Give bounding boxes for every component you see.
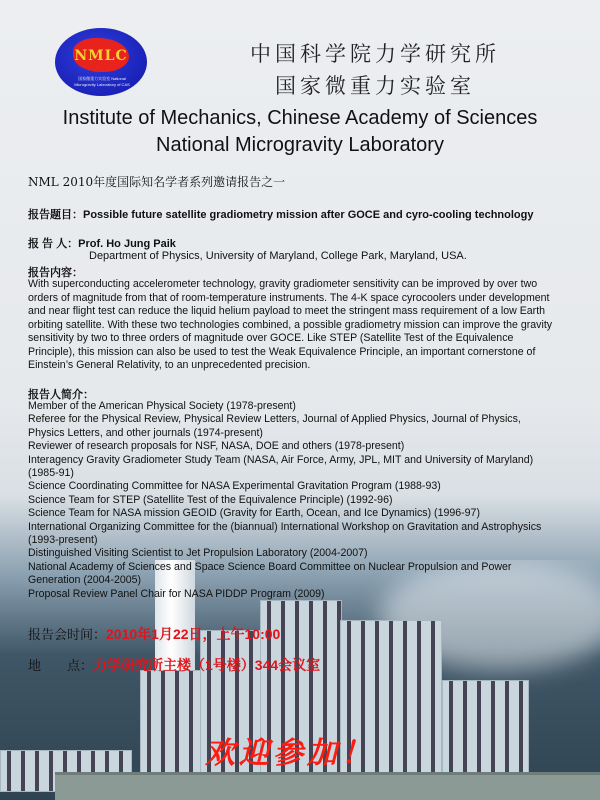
welcome-text: 欢迎参加！ bbox=[205, 736, 375, 771]
event-place-label: 地 点： bbox=[28, 658, 94, 673]
abstract-label: 报告内容： bbox=[28, 267, 83, 279]
speaker-name: Prof. Ho Jung Paik bbox=[78, 238, 176, 250]
talk-title-row bbox=[28, 206, 533, 222]
header-cn-lab: 国家微重力实验室 bbox=[275, 74, 475, 98]
bio-item: National Academy of Sciences and Space Science Board Committee on Nuclear Propulsion and Power bbox=[28, 560, 512, 573]
bio-item: Member of the American Physical Society (1978-present) bbox=[28, 400, 296, 412]
abstract-line: sensitivity by two to three orders of magnitude over GOCE. Like STEP (Satellite Test of the Equivalence bbox=[28, 332, 514, 344]
event-time-label: 报告会时间： bbox=[28, 627, 107, 642]
bio-item: Interagency Gravity Gradiometer Study Team (NASA, Air Force, Army, JPL, MIT and University of Maryland) bbox=[28, 453, 534, 466]
bio-label: 报告人简介： bbox=[28, 389, 94, 401]
bio-item: Generation (2004-2005) bbox=[28, 574, 142, 587]
abstract-line: orders of magnitude from that of room-temperature instruments. The 4-K space cyrocoolers under development bbox=[28, 291, 550, 304]
low-building bbox=[55, 772, 600, 800]
speaker-label: 报 告 人： bbox=[28, 238, 79, 250]
event-place: 力学研究所主楼（1号楼）344会议室 bbox=[93, 657, 321, 673]
building bbox=[140, 670, 202, 782]
header-en-lab: National Microgravity Laboratory bbox=[156, 134, 444, 156]
header-en-institute: Institute of Mechanics, Chinese Academy of Sciences bbox=[62, 107, 538, 129]
bio-item: Reviewer of research proposals for NSF, NASA, DOE and others (1978-present) bbox=[28, 440, 405, 453]
bio-item: Referee for the Physical Review, Physical Review Letters, Journal of Applied Physics, Journal of Physics, bbox=[28, 413, 521, 426]
event-time: 2010年1月22日，上午10:00 bbox=[106, 626, 281, 642]
bio-list bbox=[28, 400, 588, 601]
talk-title-label: 报告题目： bbox=[28, 209, 83, 221]
bio-item: Science Coordinating Committee for NASA Experimental Gravitation Program (1988-93) bbox=[28, 480, 441, 493]
talk-title: Possible future satellite gradiometry mission after GOCE and cyro-cooling technology bbox=[83, 209, 534, 221]
bio-item: Proposal Review Panel Chair for NASA PIDDP Program (2009) bbox=[28, 587, 325, 600]
bio-item: Physics Letters, and other journals (1974-present) bbox=[28, 426, 263, 439]
bio-item: (1985-91) bbox=[28, 467, 74, 480]
bio-item: International Organizing Committee for the (biannual) International Workshop on Gravitation and Astrophysics bbox=[28, 520, 542, 533]
speaker-row bbox=[28, 235, 176, 251]
abstract-line: With superconducting accelerometer technology, gravity gradiometer sensitivity can be improved by over two bbox=[28, 278, 538, 290]
series-title: NML 2010年度国际知名学者系列邀请报告之一 bbox=[28, 175, 286, 189]
abstract-line: orbiting satellite. With these two technologies combined, a possible gradiometry mission can improve the gravity bbox=[28, 318, 553, 331]
abstract-line: and near flight test can reduce the liquid helium payload to meet the stringent mass requirement of a low Earth bbox=[28, 305, 546, 317]
event-time-row bbox=[28, 624, 280, 644]
abstract-line: Principle), this mission can also be used to test the Weak Equivalence Principle, an important cornerstone of bbox=[28, 345, 536, 358]
abstract bbox=[28, 278, 588, 373]
abstract-line: Einstein’s General Relativity, to an unprecedented precision. bbox=[28, 359, 311, 371]
bio-item: Science Team for STEP (Satellite Test of the Equivalence Principle) (1992-96) bbox=[28, 493, 393, 506]
logo-subtitle: 国家微重力实验室 National Microgravity Laboratory of CAS bbox=[74, 76, 130, 87]
speaker-affiliation: Department of Physics, University of Maryland, College Park, Maryland, USA. bbox=[89, 250, 467, 262]
bio-item: Distinguished Visiting Scientist to Jet Propulsion Laboratory (2004-2007) bbox=[28, 547, 368, 560]
building bbox=[442, 680, 529, 782]
bio-item: Science Team for NASA mission GEOID (Gravity for Earth, Ocean, and Ice Dynamics) (1996-97) bbox=[28, 507, 480, 520]
header-cn-institute: 中国科学院力学研究所 bbox=[250, 42, 500, 66]
event-place-row bbox=[28, 655, 320, 675]
bio-item: (1993-present) bbox=[28, 534, 98, 547]
logo-text: NMLC bbox=[74, 48, 128, 64]
